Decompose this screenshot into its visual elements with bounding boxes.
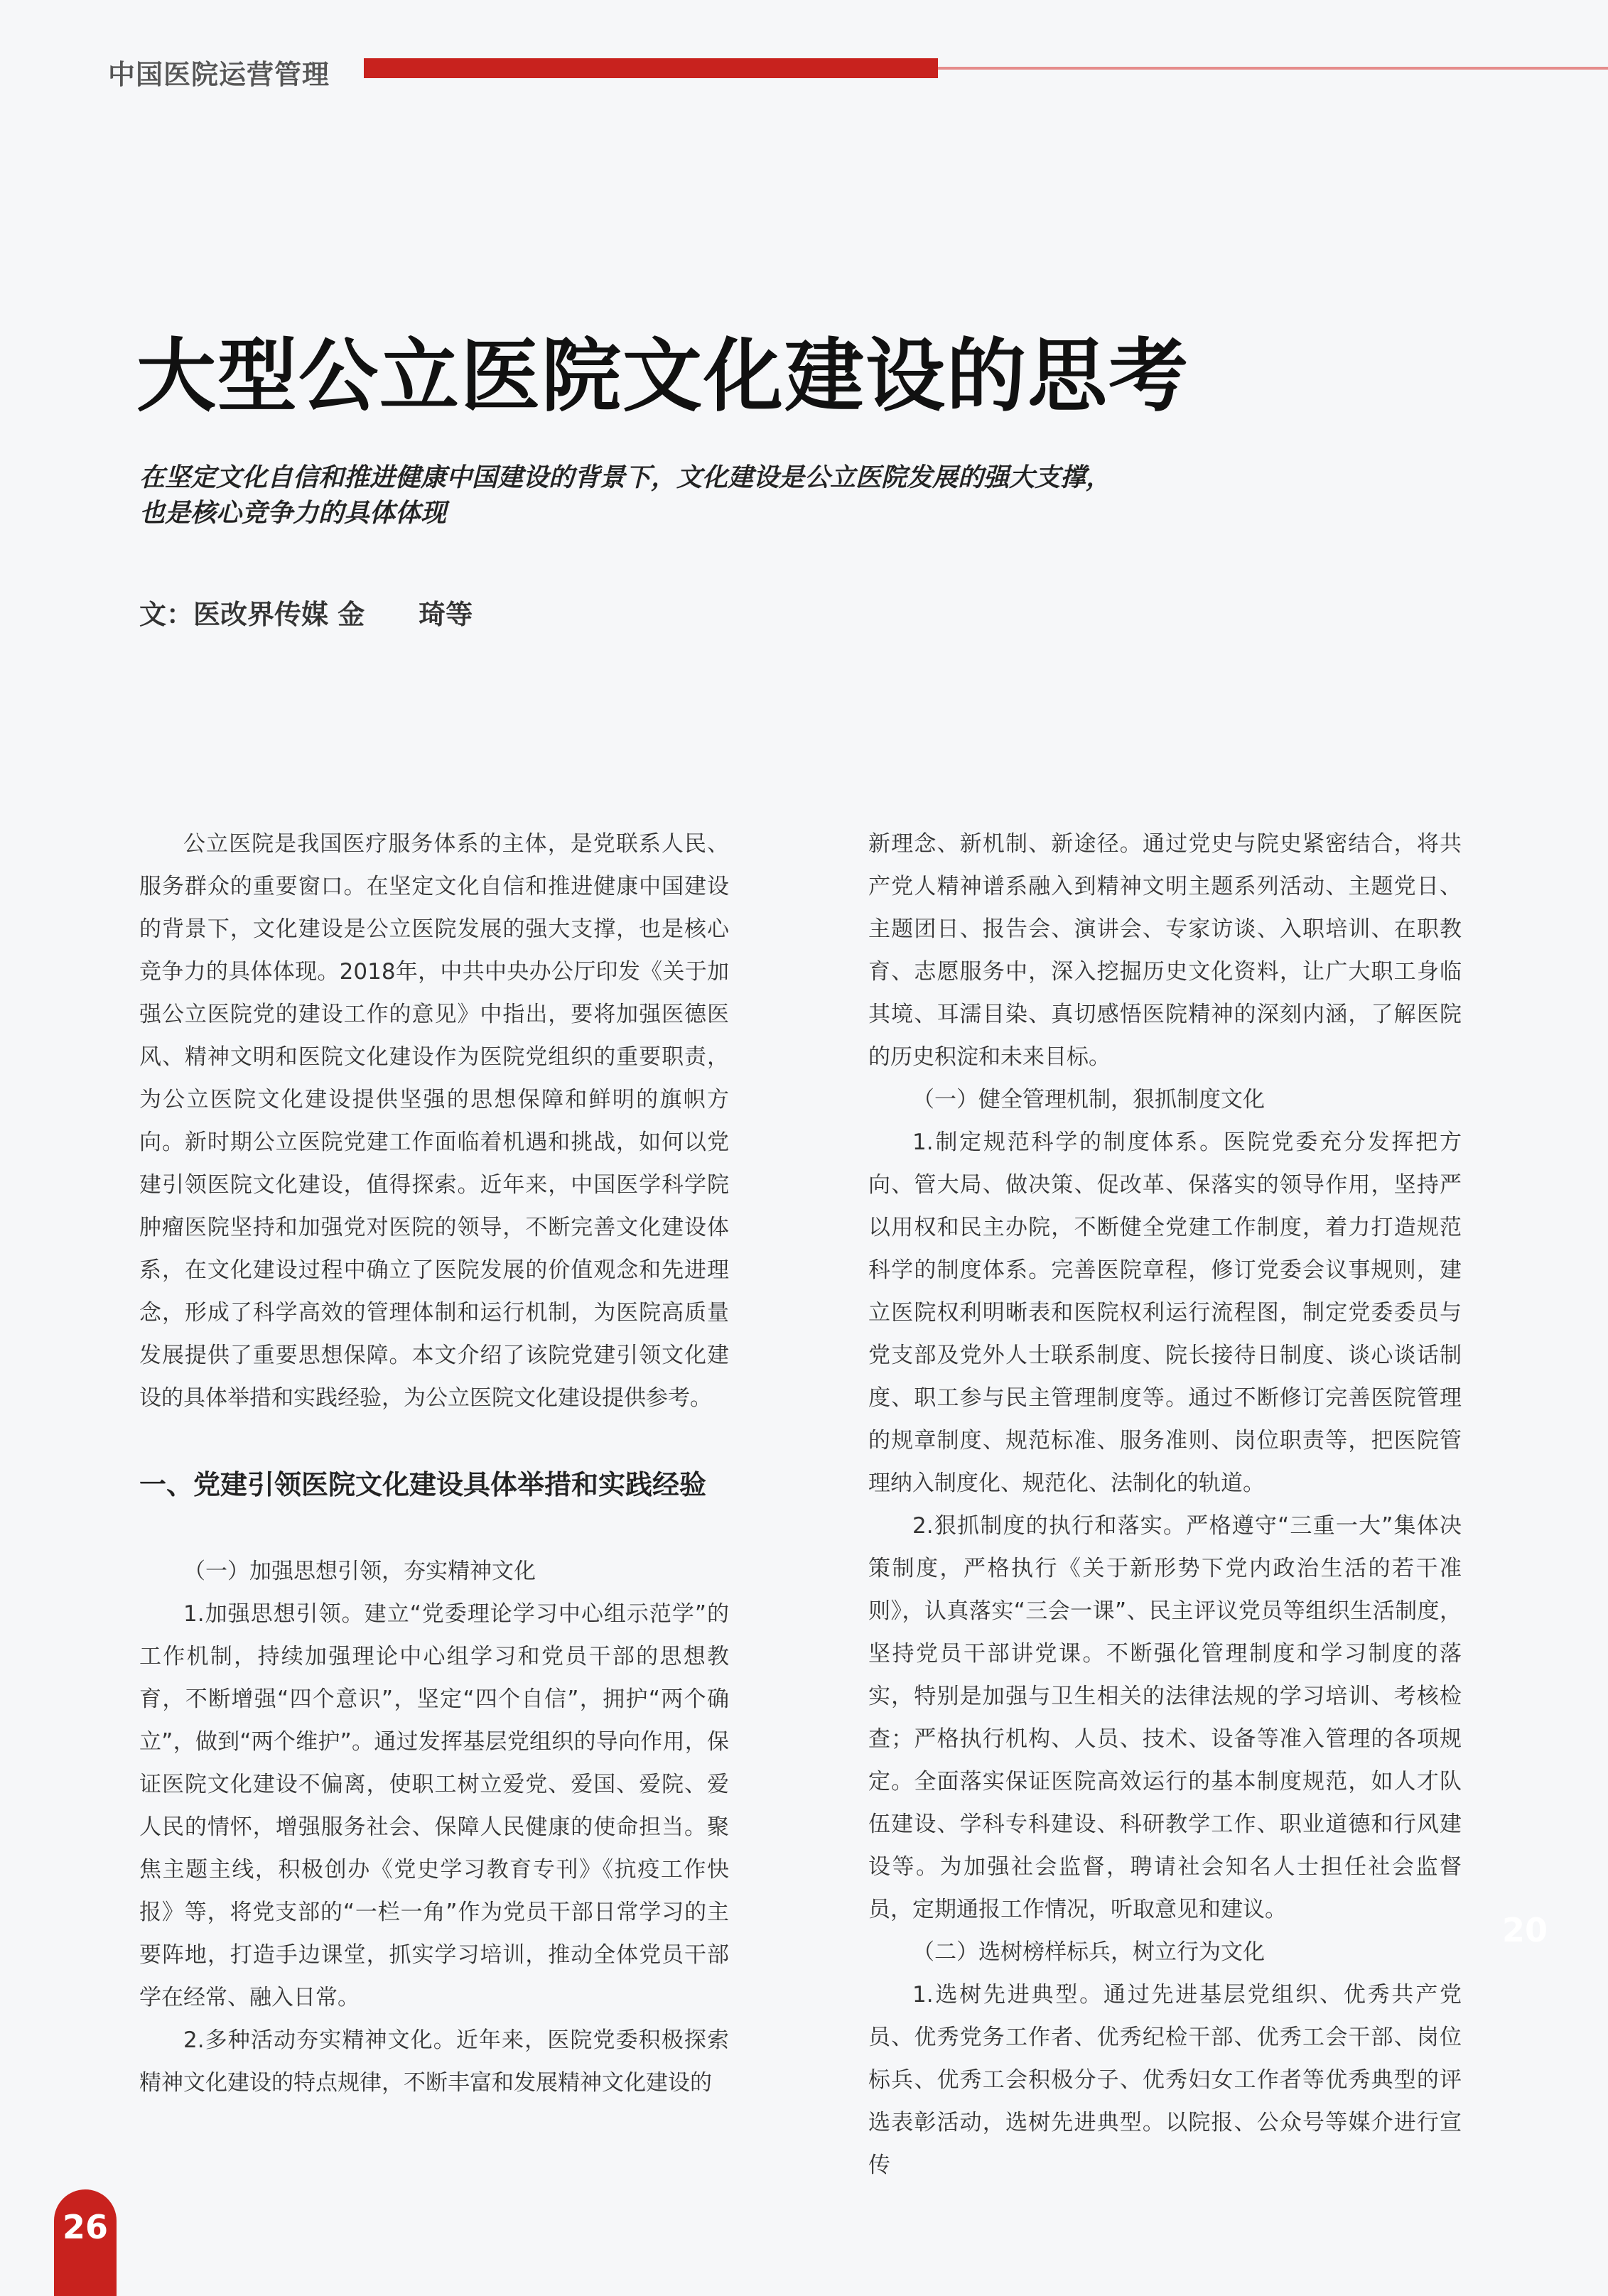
- article-title: 大型公立医院文化建设的思考: [136, 330, 1189, 423]
- header-accent-line: [938, 67, 1608, 70]
- body-paragraph: 1.加强思想引领。建立“党委理论学习中心组示范学”的工作机制，持续加强理论中心组学习和党员干部的思想教育，不断增强“四个意识”，坚定“四个自信”，拥护“两个确立”，做到“两个维护”。通过发挥基层党组织的导向作用，保证医院文化建设不偏离，使职工树立爱党、爱国、爱院、爱人民的情怀，增强服务社会、保障人民健康的使命担当。聚焦主题主线，积极创办《党史学习教育专刊》《抗疫工作快报》等，将党支部的“一栏一角”作为党员干部日常学习的主要阵地，打造手边课堂，抓实学习培训，推动全体党员干部学在经常、融入日常。: [139, 1601, 729, 2010]
- section-heading: 一、党建引领医院文化建设具体举措和实践经验: [139, 1469, 707, 1500]
- body-paragraph: 1.制定规范科学的制度体系。医院党委充分发挥把方向、管大局、做决策、促改革、保落实的领导作用，坚持严以用权和民主办院，不断健全党建工作制度，着力打造规范科学的制度体系。完善医院章程，修订党委会议事规则，建立医院权利明晰表和医院权利运行流程图，制定党委委员与党支部及党外人士联系制度、院长接待日制度、谈心谈话制度、职工参与民主管理制度等。通过不断修订完善医院管理的规章制度、规范标准、服务准则、岗位职责等，把医院管理纳入制度化、规范化、法制化的轨道。: [868, 1130, 1462, 1496]
- subsection-heading: （二）选树榜样标兵，树立行为文化: [912, 1939, 1265, 1965]
- intro-paragraph: 公立医院是我国医疗服务体系的主体，是党联系人民、服务群众的重要窗口。在坚定文化自信和推进健康中国建设的背景下，文化建设是公立医院发展的强大支撑，也是核心竞争力的具体体现。2018年，中共中央办公厅印发《关于加强公立医院党的建设工作的意见》中指出，要将加强医德医风、精神文明和医院文化建设作为医院党组织的重要职责，为公立医院文化建设提供坚强的思想保障和鲜明的旗帜方向。新时期公立医院党建工作面临着机遇和挑战，如何以党建引领医院文化建设，值得探索。近年来，中国医学科学院肿瘤医院坚持和加强党对医院的领导，不断完善文化建设体系，在文化建设过程中确立了医院发展的价值观念和先进理念，形成了科学高效的管理体制和运行机制，为医院高质量发展提供了重要思想保障。本文介绍了该院党建引领文化建设的具体举措和实践经验，为公立医院文化建设提供参考。: [139, 831, 729, 1411]
- subtitle-line-1: 在坚定文化自信和推进健康中国建设的背景下，文化建设是公立医院发展的强大支撑，: [139, 463, 1112, 492]
- subsection-heading: （一）健全管理机制，狠抓制度文化: [912, 1087, 1265, 1112]
- right-column: [868, 823, 1462, 2187]
- body-paragraph: 1.选树先进典型。通过先进基层党组织、优秀共产党员、优秀党务工作者、优秀纪检干部、优秀工会干部、岗位标兵、优秀工会积极分子、优秀妇女工作者等优秀典型的评选表彰活动，选树先进典型。以院报、公众号等媒介进行宣传: [868, 1982, 1462, 2178]
- header-accent-bar: [364, 58, 938, 78]
- body-paragraph-continued: 新理念、新机制、新途径。通过党史与院史紧密结合，将共产党人精神谱系融入到精神文明主题系列活动、主题党日、主题团日、报告会、演讲会、专家访谈、入职培训、在职教育、志愿服务中，深入挖掘历史文化资料，让广大职工身临其境、耳濡目染、真切感悟医院精神的深刻内涵，了解医院的历史积淀和未来目标。: [868, 831, 1462, 1070]
- body-paragraph: 2.狠抓制度的执行和落实。严格遵守“三重一大”集体决策制度，严格执行《关于新形势下党内政治生活的若干准则》，认真落实“三会一课”、民主评议党员等组织生活制度，坚持党员干部讲党课。不断强化管理制度和学习制度的落实，特别是加强与卫生相关的法律法规的学习培训、考核检查；严格执行机构、人员、技术、设备等准入管理的各项规定。全面落实保证医院高效运行的基本制度规范，如人才队伍建设、学科专科建设、科研教学工作、职业道德和行风建设等。为加强社会监督，聘请社会知名人士担任社会监督员，定期通报工作情况，听取意见和建议。: [868, 1513, 1462, 1922]
- journal-name: 中国医院运营管理: [108, 59, 330, 90]
- left-column: [139, 823, 729, 2104]
- watermark: 20: [1502, 1911, 1548, 1949]
- subsection-heading: （一）加强思想引领，夯实精神文化: [183, 1559, 536, 1584]
- subtitle-line-2: 也是核心竞争力的具体体现: [139, 499, 447, 528]
- article-author: 文：医改界传媒 金 琦等: [139, 599, 473, 630]
- body-paragraph: 2.多种活动夯实精神文化。近年来，医院党委积极探索精神文化建设的特点规律，不断丰富和发展精神文化建设的: [139, 2027, 729, 2096]
- page-number: 26: [62, 2208, 108, 2246]
- article-subtitle: [139, 460, 1248, 531]
